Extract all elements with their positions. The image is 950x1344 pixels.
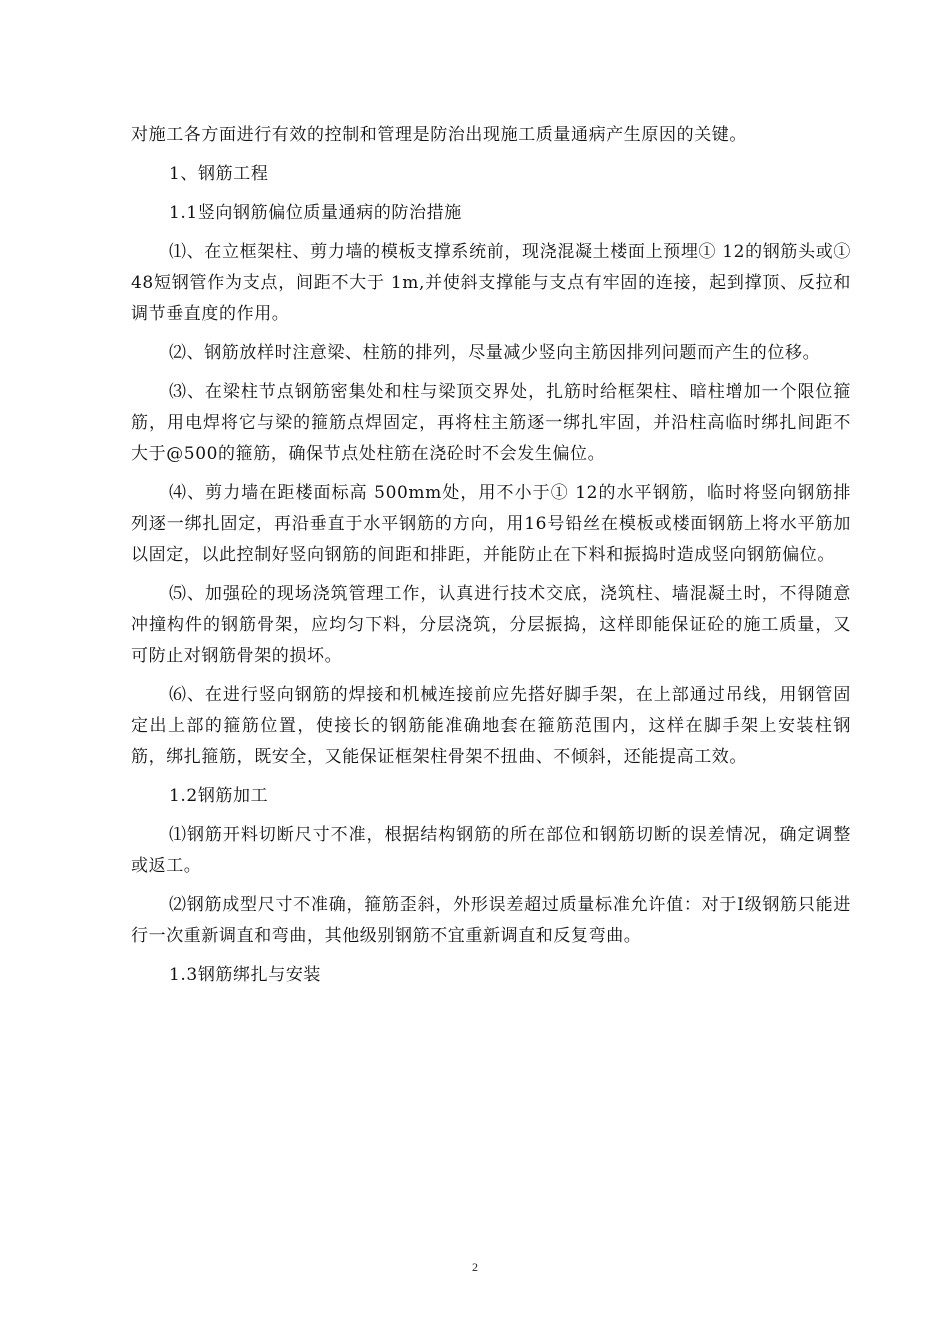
paragraph-intro: 对施工各方面进行有效的控制和管理是防治出现施工质量通病产生原因的关键。	[131, 125, 747, 145]
paragraph-item-3: ⑶、在梁柱节点钢筋密集处和柱与梁顶交界处，扎筋时给框架柱、暗柱增加一个限位箍筋，用电焊将它与梁的箍筋点焊固定，再将柱主筋逐一绑扎牢固，并沿柱高临时绑扎间距不大于@500的箍筋，确保节点处柱筋在浇砼时不会发生偏位。	[131, 382, 851, 464]
heading-vertical-rebar-offset: 1.1竖向钢筋偏位质量通病的防治措施	[169, 203, 462, 223]
heading-rebar-binding: 1.3钢筋绑扎与安装	[169, 965, 322, 985]
document-body	[131, 120, 851, 999]
paragraph-item-4: ⑷、剪力墙在距楼面标高 500mm处，用不小于① 12的水平钢筋，临时将竖向钢筋排列逐一绑扎固定，再沿垂直于水平钢筋的方向，用16号铅丝在模板或楼面钢筋上将水平筋加以固定，以此控制好竖向钢筋的间距和排距，并能防止在下料和振捣时造成竖向钢筋偏位。	[131, 483, 851, 565]
heading-rebar-processing: 1.2钢筋加工	[169, 786, 269, 806]
paragraph-item-5: ⑸、加强砼的现场浇筑管理工作，认真进行技术交底，浇筑柱、墙混凝土时，不得随意冲撞构件的钢筋骨架，应均匀下料，分层浇筑，分层振捣，这样即能保证砼的施工质量，又可防止对钢筋骨架的损坏。	[131, 584, 851, 666]
paragraph-item-6: ⑹、在进行竖向钢筋的焊接和机械连接前应先搭好脚手架，在上部通过吊线，用钢管固定出上部的箍筋位置，使接长的钢筋能准确地套在箍筋范围内，这样在脚手架上安装柱钢筋，绑扎箍筋，既安全，又能保证框架柱骨架不扭曲、不倾斜，还能提高工效。	[131, 685, 851, 767]
paragraph-item-1: ⑴、在立框架柱、剪力墙的模板支撑系统前，现浇混凝土楼面上预埋① 12的钢筋头或① 48短钢管作为支点，间距不大于 1m,并使斜支撑能与支点有牢固的连接，起到撑顶、反拉和调节垂直度的作用。	[131, 242, 851, 324]
paragraph-processing-1: ⑴钢筋开料切断尺寸不准，根据结构钢筋的所在部位和钢筋切断的误差情况，确定调整或返工。	[131, 825, 851, 876]
page-number: 2	[472, 1260, 478, 1274]
paragraph-processing-2: ⑵钢筋成型尺寸不准确，箍筋歪斜，外形误差超过质量标准允许值：对于Ⅰ级钢筋只能进行一次重新调直和弯曲，其他级别钢筋不宜重新调直和反复弯曲。	[131, 895, 851, 946]
heading-rebar-engineering: 1、钢筋工程	[169, 164, 269, 184]
paragraph-item-2: ⑵、钢筋放样时注意梁、柱筋的排列，尽量减少竖向主筋因排列问题而产生的位移。	[169, 343, 821, 363]
